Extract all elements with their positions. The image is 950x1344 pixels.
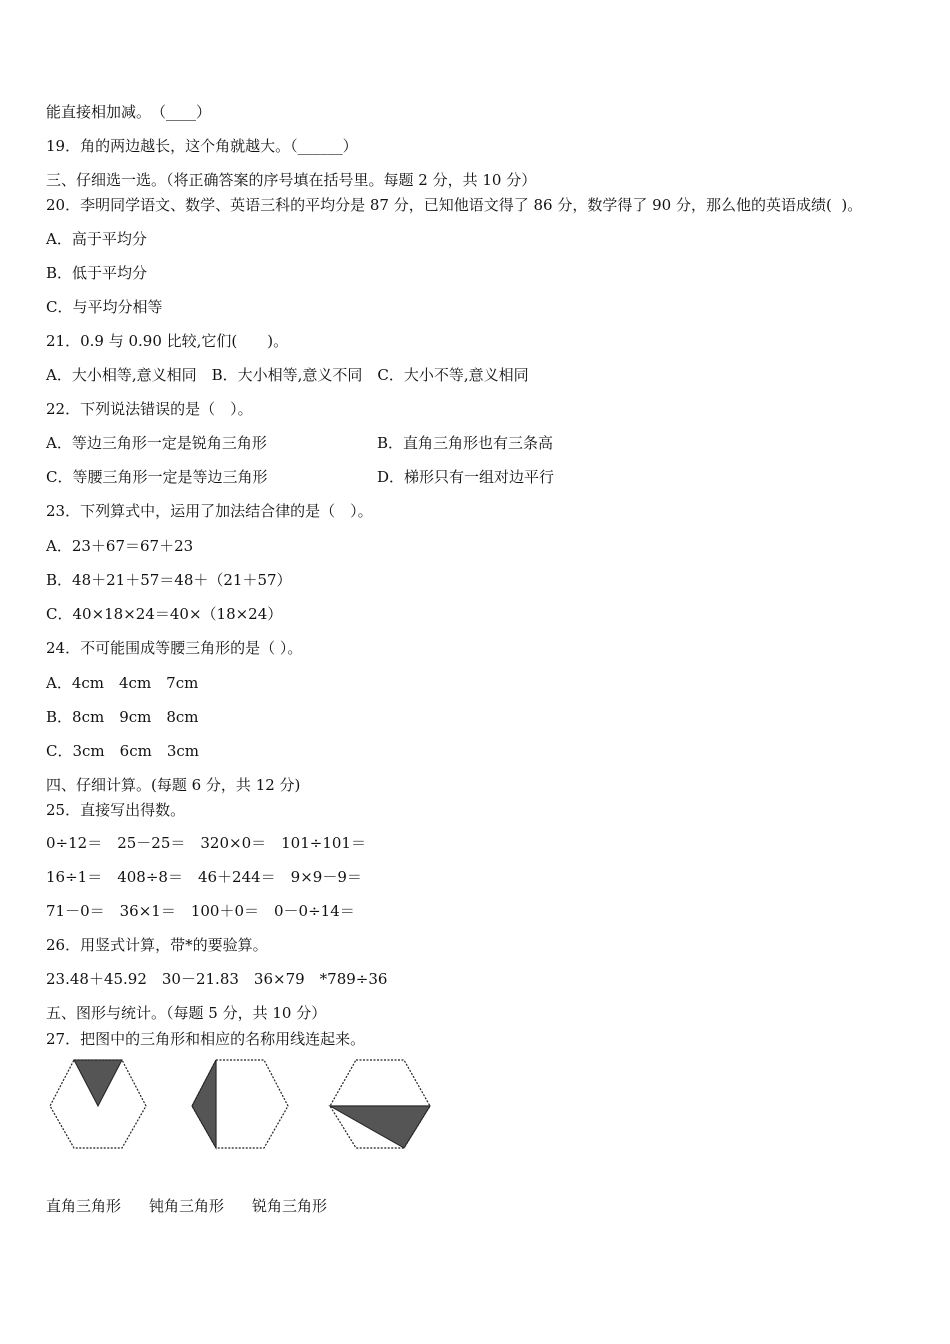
shaded-acute-triangle [74,1060,122,1106]
q22-option-b: B．直角三角形也有三条高 [377,434,554,452]
q22-option-a: A．等边三角形一定是锐角三角形 [46,434,267,452]
calc-row-3: 71－0＝ 36×1＝ 100＋0＝ 0－0÷14＝ [46,902,355,920]
q22-option-c: C．等腰三角形一定是等边三角形 [46,468,268,486]
q23: 23．下列算式中，运用了加法结合律的是（ ）。 [46,502,373,520]
triangle-name-row [46,1196,355,1216]
q20-option-a: A．高于平均分 [46,230,147,248]
hexagon-figure-3 [328,1056,432,1152]
q23-option-c: C．40×18×24＝40×（18×24） [46,605,283,623]
q24-option-a: A．4cm 4cm 7cm [46,674,199,692]
hexagon-figures [40,1056,460,1156]
q25: 25．直接写出得数。 [46,801,186,819]
section-5-heading: 五、图形与统计。（每题 5 分，共 10 分） [46,1004,327,1022]
name-obtuse-triangle: 钝角三角形 [149,1197,225,1215]
q21-options: A．大小相等,意义相同 B．大小相等,意义不同 C．大小不等,意义相同 [46,366,529,384]
q20-option-b: B．低于平均分 [46,264,148,282]
q21: 21．0.9 与 0.90 比较,它们( )。 [46,332,289,350]
q24-option-c: C．3cm 6cm 3cm [46,742,199,760]
q19: 19．角的两边越长，这个角就越大。（______） [46,137,358,155]
shaded-right-triangle [330,1106,430,1148]
shaded-obtuse-triangle [192,1060,216,1148]
calc-row-2: 16÷1＝ 408÷8＝ 46＋244＝ 9×9－9＝ [46,868,362,886]
q20-option-c: C．与平均分相等 [46,298,163,316]
q26-items: 23.48＋45.92 30－21.83 36×79 *789÷36 [46,970,388,988]
q20: 20．李明同学语文、数学、英语三科的平均分是 87 分，已知他语文得了 86 分，数学得了 90 分，那么他的英语成绩( )。 [46,196,863,214]
hexagon-figure-1 [46,1056,148,1152]
hexagon-figure-2 [186,1056,290,1152]
section-4-heading: 四、仔细计算。(每题 6 分，共 12 分) [46,776,301,794]
q26: 26．用竖式计算，带*的要验算。 [46,936,268,954]
q23-option-b: B．48＋21＋57＝48＋（21＋57） [46,571,292,589]
q24-option-b: B．8cm 9cm 8cm [46,708,199,726]
q18-tail: 能直接相加减。 （____） [46,103,212,121]
name-right-triangle: 直角三角形 [46,1197,122,1215]
section-3-heading: 三、仔细选一选。（将正确答案的序号填在括号里。每题 2 分，共 10 分） [46,171,537,189]
calc-row-1: 0÷12＝ 25－25＝ 320×0＝ 101÷101＝ [46,834,366,852]
q22-option-d: D．梯形只有一组对边平行 [377,468,555,486]
q24: 24．不可能围成等腰三角形的是（ ）。 [46,639,303,657]
name-acute-triangle: 锐角三角形 [252,1197,328,1215]
q27: 27．把图中的三角形和相应的名称用线连起来。 [46,1030,366,1048]
q22: 22．下列说法错误的是（ ）。 [46,400,253,418]
q23-option-a: A．23＋67＝67＋23 [46,537,194,555]
